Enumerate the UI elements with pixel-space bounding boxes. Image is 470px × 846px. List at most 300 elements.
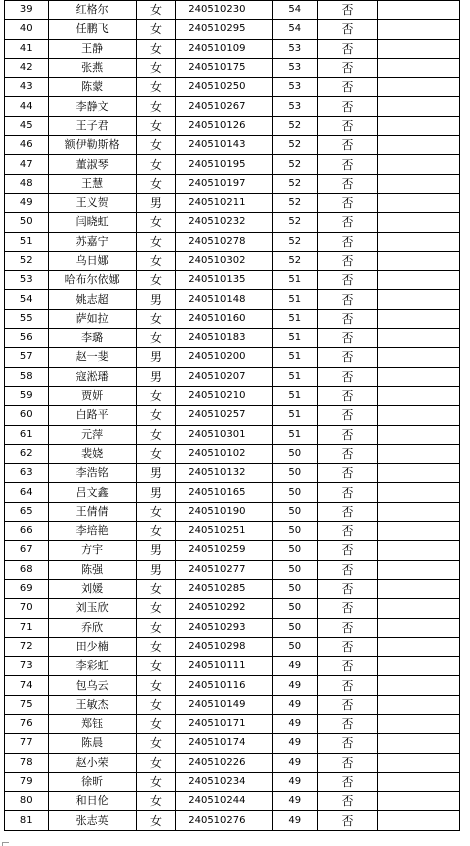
blank-cell — [377, 676, 459, 695]
gender-cell: 女 — [136, 772, 176, 791]
blank-cell — [377, 657, 459, 676]
name-cell: 白路平 — [48, 406, 136, 425]
blank-cell — [377, 406, 459, 425]
table-row — [5, 676, 460, 695]
gender-cell: 女 — [136, 39, 176, 58]
gender-cell: 女 — [136, 58, 176, 77]
name-cell: 王倩倩 — [48, 502, 136, 521]
status-cell: 否 — [318, 406, 378, 425]
name-cell: 李静文 — [48, 97, 136, 116]
table-row — [5, 213, 460, 232]
blank-cell — [377, 97, 459, 116]
exam-id-cell: 240510160 — [176, 309, 272, 328]
row-number-cell: 59 — [5, 386, 49, 405]
exam-id-cell: 240510226 — [176, 753, 272, 772]
blank-cell — [377, 753, 459, 772]
exam-id-cell: 240510190 — [176, 502, 272, 521]
status-cell: 否 — [318, 348, 378, 367]
blank-cell — [377, 386, 459, 405]
name-cell: 田少楠 — [48, 637, 136, 656]
gender-cell: 女 — [136, 676, 176, 695]
exam-id-cell: 240510302 — [176, 251, 272, 270]
score-cell: 49 — [272, 734, 318, 753]
blank-cell — [377, 174, 459, 193]
score-cell: 49 — [272, 695, 318, 714]
blank-cell — [377, 792, 459, 811]
exam-id-cell: 240510116 — [176, 676, 272, 695]
score-cell: 51 — [272, 329, 318, 348]
name-cell: 吕文鑫 — [48, 483, 136, 502]
name-cell: 萨如拉 — [48, 309, 136, 328]
gender-cell: 女 — [136, 386, 176, 405]
exam-id-cell: 240510207 — [176, 367, 272, 386]
status-cell: 否 — [318, 155, 378, 174]
name-cell: 苏嘉宁 — [48, 232, 136, 251]
table-row — [5, 348, 460, 367]
exam-id-cell: 240510298 — [176, 637, 272, 656]
score-cell: 52 — [272, 136, 318, 155]
status-cell: 否 — [318, 502, 378, 521]
row-number-cell: 44 — [5, 97, 49, 116]
score-cell: 52 — [272, 116, 318, 135]
name-cell: 董淑琴 — [48, 155, 136, 174]
row-number-cell: 53 — [5, 271, 49, 290]
name-cell: 闫晓虹 — [48, 213, 136, 232]
score-cell: 51 — [272, 271, 318, 290]
gender-cell: 女 — [136, 329, 176, 348]
table-row — [5, 464, 460, 483]
row-number-cell: 48 — [5, 174, 49, 193]
blank-cell — [377, 367, 459, 386]
row-number-cell: 51 — [5, 232, 49, 251]
row-number-cell: 80 — [5, 792, 49, 811]
status-cell: 否 — [318, 772, 378, 791]
gender-cell: 女 — [136, 579, 176, 598]
row-number-cell: 46 — [5, 136, 49, 155]
table-row — [5, 136, 460, 155]
name-cell: 任鹏飞 — [48, 20, 136, 39]
exam-id-cell: 240510278 — [176, 232, 272, 251]
gender-cell: 女 — [136, 251, 176, 270]
blank-cell — [377, 464, 459, 483]
name-cell: 赵小荣 — [48, 753, 136, 772]
score-cell: 49 — [272, 657, 318, 676]
gender-cell: 女 — [136, 792, 176, 811]
exam-id-cell: 240510126 — [176, 116, 272, 135]
table-row — [5, 792, 460, 811]
row-number-cell: 50 — [5, 213, 49, 232]
table-row — [5, 772, 460, 791]
table-row — [5, 734, 460, 753]
exam-id-cell: 240510174 — [176, 734, 272, 753]
row-number-cell: 43 — [5, 78, 49, 97]
status-cell: 否 — [318, 174, 378, 193]
gender-cell: 女 — [136, 406, 176, 425]
blank-cell — [377, 560, 459, 579]
name-cell: 元萍 — [48, 425, 136, 444]
row-number-cell: 62 — [5, 444, 49, 463]
name-cell: 徐昕 — [48, 772, 136, 791]
name-cell: 额伊勒斯格 — [48, 136, 136, 155]
status-cell: 否 — [318, 78, 378, 97]
row-number-cell: 56 — [5, 329, 49, 348]
row-number-cell: 66 — [5, 522, 49, 541]
score-cell: 51 — [272, 309, 318, 328]
score-cell: 50 — [272, 541, 318, 560]
score-cell: 49 — [272, 811, 318, 830]
blank-cell — [377, 348, 459, 367]
gender-cell: 男 — [136, 483, 176, 502]
table-row — [5, 502, 460, 521]
score-cell: 49 — [272, 753, 318, 772]
table-row — [5, 78, 460, 97]
exam-id-cell: 240510195 — [176, 155, 272, 174]
row-number-cell: 61 — [5, 425, 49, 444]
exam-id-cell: 240510111 — [176, 657, 272, 676]
score-cell: 50 — [272, 444, 318, 463]
score-cell: 50 — [272, 502, 318, 521]
score-cell: 54 — [272, 20, 318, 39]
blank-cell — [377, 695, 459, 714]
row-number-cell: 55 — [5, 309, 49, 328]
exam-id-cell: 240510285 — [176, 579, 272, 598]
status-cell: 否 — [318, 425, 378, 444]
status-cell: 否 — [318, 676, 378, 695]
blank-cell — [377, 232, 459, 251]
status-cell: 否 — [318, 541, 378, 560]
score-cell: 51 — [272, 425, 318, 444]
status-cell: 否 — [318, 637, 378, 656]
name-cell: 王子君 — [48, 116, 136, 135]
exam-id-cell: 240510165 — [176, 483, 272, 502]
status-cell: 否 — [318, 714, 378, 733]
status-cell: 否 — [318, 58, 378, 77]
exam-id-cell: 240510197 — [176, 174, 272, 193]
table-row — [5, 367, 460, 386]
exam-id-cell: 240510244 — [176, 792, 272, 811]
blank-cell — [377, 329, 459, 348]
name-cell: 乌日娜 — [48, 251, 136, 270]
exam-id-cell: 240510267 — [176, 97, 272, 116]
row-number-cell: 63 — [5, 464, 49, 483]
status-cell: 否 — [318, 464, 378, 483]
score-cell: 49 — [272, 676, 318, 695]
table-row — [5, 522, 460, 541]
gender-cell: 女 — [136, 502, 176, 521]
score-cell: 52 — [272, 232, 318, 251]
table-row — [5, 579, 460, 598]
gender-cell: 女 — [136, 618, 176, 637]
status-cell: 否 — [318, 193, 378, 212]
blank-cell — [377, 714, 459, 733]
row-number-cell: 49 — [5, 193, 49, 212]
blank-cell — [377, 193, 459, 212]
score-cell: 50 — [272, 522, 318, 541]
exam-id-cell: 240510149 — [176, 695, 272, 714]
row-number-cell: 79 — [5, 772, 49, 791]
exam-id-cell: 240510175 — [176, 58, 272, 77]
status-cell: 否 — [318, 367, 378, 386]
score-cell: 50 — [272, 483, 318, 502]
row-number-cell: 74 — [5, 676, 49, 695]
status-cell: 否 — [318, 483, 378, 502]
exam-id-cell: 240510210 — [176, 386, 272, 405]
blank-cell — [377, 599, 459, 618]
exam-id-cell: 240510292 — [176, 599, 272, 618]
table-row — [5, 39, 460, 58]
table-row — [5, 116, 460, 135]
table-row — [5, 1, 460, 20]
table-row — [5, 714, 460, 733]
score-cell: 50 — [272, 599, 318, 618]
gender-cell: 女 — [136, 232, 176, 251]
score-cell: 53 — [272, 58, 318, 77]
exam-id-cell: 240510183 — [176, 329, 272, 348]
table-row — [5, 657, 460, 676]
row-number-cell: 69 — [5, 579, 49, 598]
gender-cell: 女 — [136, 753, 176, 772]
gender-cell: 男 — [136, 541, 176, 560]
name-cell: 和日伦 — [48, 792, 136, 811]
blank-cell — [377, 772, 459, 791]
results-table-container — [4, 0, 460, 831]
blank-cell — [377, 425, 459, 444]
table-row — [5, 695, 460, 714]
table-row — [5, 386, 460, 405]
exam-id-cell: 240510200 — [176, 348, 272, 367]
blank-cell — [377, 734, 459, 753]
blank-cell — [377, 39, 459, 58]
row-number-cell: 41 — [5, 39, 49, 58]
score-cell: 52 — [272, 251, 318, 270]
name-cell: 李浩铭 — [48, 464, 136, 483]
row-number-cell: 54 — [5, 290, 49, 309]
score-cell: 52 — [272, 193, 318, 212]
name-cell: 李培艳 — [48, 522, 136, 541]
table-row — [5, 618, 460, 637]
status-cell: 否 — [318, 753, 378, 772]
table-row — [5, 425, 460, 444]
row-number-cell: 77 — [5, 734, 49, 753]
exam-id-cell: 240510257 — [176, 406, 272, 425]
name-cell: 陈晨 — [48, 734, 136, 753]
status-cell: 否 — [318, 136, 378, 155]
status-cell: 否 — [318, 579, 378, 598]
blank-cell — [377, 579, 459, 598]
gender-cell: 女 — [136, 599, 176, 618]
exam-id-cell: 240510232 — [176, 213, 272, 232]
score-cell: 51 — [272, 386, 318, 405]
blank-cell — [377, 271, 459, 290]
table-row — [5, 444, 460, 463]
status-cell: 否 — [318, 329, 378, 348]
name-cell: 王慧 — [48, 174, 136, 193]
table-row — [5, 271, 460, 290]
name-cell: 王敏杰 — [48, 695, 136, 714]
gender-cell: 女 — [136, 97, 176, 116]
blank-cell — [377, 78, 459, 97]
exam-id-cell: 240510277 — [176, 560, 272, 579]
blank-cell — [377, 20, 459, 39]
row-number-cell: 71 — [5, 618, 49, 637]
row-number-cell: 76 — [5, 714, 49, 733]
table-row — [5, 406, 460, 425]
score-cell: 52 — [272, 155, 318, 174]
name-cell: 王静 — [48, 39, 136, 58]
status-cell: 否 — [318, 444, 378, 463]
score-cell: 53 — [272, 97, 318, 116]
gender-cell: 女 — [136, 174, 176, 193]
row-number-cell: 39 — [5, 1, 49, 20]
gender-cell: 女 — [136, 695, 176, 714]
gender-cell: 女 — [136, 271, 176, 290]
status-cell: 否 — [318, 560, 378, 579]
table-row — [5, 811, 460, 830]
gender-cell: 女 — [136, 522, 176, 541]
name-cell: 寇淞璠 — [48, 367, 136, 386]
blank-cell — [377, 483, 459, 502]
name-cell: 刘媛 — [48, 579, 136, 598]
status-cell: 否 — [318, 271, 378, 290]
name-cell: 乔欣 — [48, 618, 136, 637]
table-row — [5, 541, 460, 560]
score-cell: 52 — [272, 213, 318, 232]
exam-id-cell: 240510293 — [176, 618, 272, 637]
gender-cell: 女 — [136, 116, 176, 135]
gender-cell: 男 — [136, 464, 176, 483]
status-cell: 否 — [318, 695, 378, 714]
status-cell: 否 — [318, 97, 378, 116]
blank-cell — [377, 541, 459, 560]
status-cell: 否 — [318, 309, 378, 328]
table-row — [5, 251, 460, 270]
table-row — [5, 599, 460, 618]
name-cell: 李彩虹 — [48, 657, 136, 676]
exam-id-cell: 240510171 — [176, 714, 272, 733]
blank-cell — [377, 502, 459, 521]
gender-cell: 女 — [136, 309, 176, 328]
name-cell: 刘玉欣 — [48, 599, 136, 618]
row-number-cell: 73 — [5, 657, 49, 676]
name-cell: 张志英 — [48, 811, 136, 830]
gender-cell: 男 — [136, 290, 176, 309]
score-cell: 51 — [272, 290, 318, 309]
table-row — [5, 329, 460, 348]
table-row — [5, 232, 460, 251]
status-cell: 否 — [318, 657, 378, 676]
gender-cell: 女 — [136, 714, 176, 733]
table-row — [5, 483, 460, 502]
name-cell: 张燕 — [48, 58, 136, 77]
table-row — [5, 20, 460, 39]
blank-cell — [377, 58, 459, 77]
status-cell: 否 — [318, 213, 378, 232]
status-cell: 否 — [318, 386, 378, 405]
gender-cell: 女 — [136, 637, 176, 656]
name-cell: 郑钰 — [48, 714, 136, 733]
exam-id-cell: 240510250 — [176, 78, 272, 97]
row-number-cell: 70 — [5, 599, 49, 618]
row-number-cell: 81 — [5, 811, 49, 830]
table-row — [5, 193, 460, 212]
status-cell: 否 — [318, 20, 378, 39]
blank-cell — [377, 136, 459, 155]
gender-cell: 男 — [136, 367, 176, 386]
name-cell: 陈蒙 — [48, 78, 136, 97]
row-number-cell: 57 — [5, 348, 49, 367]
gender-cell: 女 — [136, 213, 176, 232]
name-cell: 王义贺 — [48, 193, 136, 212]
status-cell: 否 — [318, 251, 378, 270]
exam-id-cell: 240510148 — [176, 290, 272, 309]
status-cell: 否 — [318, 1, 378, 20]
table-row — [5, 58, 460, 77]
status-cell: 否 — [318, 116, 378, 135]
blank-cell — [377, 251, 459, 270]
exam-id-cell: 240510259 — [176, 541, 272, 560]
blank-cell — [377, 309, 459, 328]
status-cell: 否 — [318, 522, 378, 541]
gender-cell: 女 — [136, 78, 176, 97]
status-cell: 否 — [318, 734, 378, 753]
blank-cell — [377, 213, 459, 232]
score-cell: 51 — [272, 406, 318, 425]
blank-cell — [377, 522, 459, 541]
gender-cell: 女 — [136, 1, 176, 20]
gender-cell: 男 — [136, 193, 176, 212]
status-cell: 否 — [318, 290, 378, 309]
status-cell: 否 — [318, 232, 378, 251]
blank-cell — [377, 1, 459, 20]
exam-id-cell: 240510301 — [176, 425, 272, 444]
row-number-cell: 40 — [5, 20, 49, 39]
exam-id-cell: 240510211 — [176, 193, 272, 212]
row-number-cell: 64 — [5, 483, 49, 502]
gender-cell: 女 — [136, 444, 176, 463]
name-cell: 李璐 — [48, 329, 136, 348]
results-table-body — [5, 1, 460, 831]
gender-cell: 女 — [136, 136, 176, 155]
blank-cell — [377, 155, 459, 174]
row-number-cell: 45 — [5, 116, 49, 135]
table-row — [5, 97, 460, 116]
blank-cell — [377, 290, 459, 309]
score-cell: 51 — [272, 348, 318, 367]
gender-cell: 男 — [136, 348, 176, 367]
score-cell: 52 — [272, 174, 318, 193]
exam-id-cell: 240510132 — [176, 464, 272, 483]
gender-cell: 女 — [136, 657, 176, 676]
score-cell: 50 — [272, 560, 318, 579]
gender-cell: 女 — [136, 734, 176, 753]
gender-cell: 女 — [136, 811, 176, 830]
name-cell: 姚志超 — [48, 290, 136, 309]
blank-cell — [377, 811, 459, 830]
gender-cell: 女 — [136, 425, 176, 444]
exam-id-cell: 240510102 — [176, 444, 272, 463]
score-cell: 50 — [272, 637, 318, 656]
status-cell: 否 — [318, 599, 378, 618]
row-number-cell: 68 — [5, 560, 49, 579]
exam-id-cell: 240510276 — [176, 811, 272, 830]
table-row — [5, 309, 460, 328]
page-corner-mark — [2, 842, 9, 846]
status-cell: 否 — [318, 39, 378, 58]
exam-id-cell: 240510109 — [176, 39, 272, 58]
name-cell: 裴娆 — [48, 444, 136, 463]
name-cell: 赵一斐 — [48, 348, 136, 367]
name-cell: 陈强 — [48, 560, 136, 579]
